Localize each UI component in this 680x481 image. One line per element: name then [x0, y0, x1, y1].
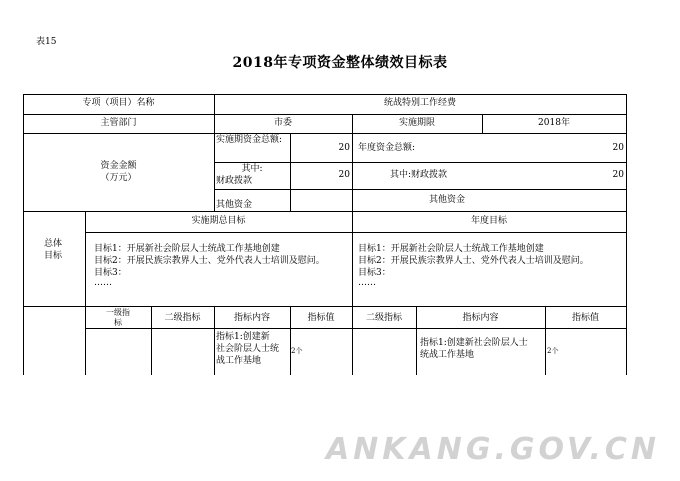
annual-goal-3: 目标3： — [358, 268, 391, 278]
fiscal-label-line1: 其中: — [241, 164, 263, 174]
project-name-value: 统战特别工作经费 — [383, 98, 456, 108]
funds-label: 资金金额 — [100, 161, 137, 171]
site-watermark: ANKANG.GOV.CN — [325, 432, 660, 467]
annual-indicator-value: 2个 — [547, 347, 559, 355]
project-name-label: 专项（项目）名称 — [82, 98, 155, 108]
annual-level2-indicator-header: 二级指标 — [365, 313, 402, 323]
period-goal-1: 目标1：开展新社会阶层人士统战工作基地创建 — [94, 244, 280, 254]
period-indicator-line-1: 指标1:创建新 — [216, 332, 270, 342]
annual-goal-ellipsis: …… — [358, 278, 376, 288]
annual-goal-1: 目标1：开展新社会阶层人士统战工作基地创建 — [358, 244, 544, 254]
page-title: 2018年专项资金整体绩效目标表 — [232, 55, 448, 71]
period-indicator-value: 2个 — [291, 347, 303, 355]
period-indicator-line-2: 社会阶层人士统 — [216, 344, 280, 354]
annual-goal-2: 目标2：开展民族宗教界人士、党外代表人士培训及慰问。 — [358, 256, 589, 266]
table-number: 表15 — [36, 37, 57, 47]
period-indicator-line-3: 战工作基地 — [216, 356, 262, 366]
annual-goal-header: 年度目标 — [470, 216, 507, 226]
period-value: 2018年 — [538, 118, 570, 128]
annual-indicator-content-header: 指标内容 — [462, 313, 499, 323]
overall-goal-text: 总体目标 — [44, 239, 63, 261]
annual-total-label: 年度资金总额: — [358, 143, 416, 153]
period-goal-2: 目标2：开展民族宗教界人士、党外代表人士培训及慰问。 — [94, 256, 325, 266]
annual-indicator-line-2: 统战工作基地 — [420, 350, 475, 360]
indicator-value-header: 指标值 — [307, 313, 335, 323]
period-goal-ellipsis: …… — [94, 278, 112, 288]
annual-indicator-line-1: 指标1:创建新社会阶层人士 — [420, 338, 528, 348]
period-goal-header: 实施期总目标 — [191, 216, 246, 226]
annual-fiscal-label: 其中:财政拨款 — [390, 170, 448, 180]
annual-indicator-value-header: 指标值 — [571, 313, 599, 323]
fiscal-value: 20 — [338, 170, 350, 180]
annual-total-value: 20 — [612, 143, 624, 153]
funds-unit: （万元） — [100, 173, 137, 183]
department-value: 市委 — [273, 118, 292, 128]
period-total-value: 20 — [338, 143, 350, 153]
level1-indicator-header — [85, 308, 151, 328]
period-goal-3: 目标3： — [94, 268, 127, 278]
indicator-content-header: 指标内容 — [233, 313, 270, 323]
department-label: 主管部门 — [100, 118, 137, 128]
annual-other-funds-label: 其他资金 — [428, 195, 465, 205]
annual-fiscal-value: 20 — [612, 170, 624, 180]
period-total-label — [216, 135, 288, 146]
period-label: 实施期限 — [398, 118, 435, 128]
other-funds-label: 其他资金 — [216, 200, 253, 210]
level1-indicator-text: 一级指标 — [106, 308, 130, 327]
period-total-text: 实施期资金总额: — [216, 135, 283, 145]
overall-goal-label — [44, 238, 62, 262]
level2-indicator-header: 二级指标 — [164, 313, 201, 323]
fiscal-label-line2: 财政拨款 — [216, 176, 253, 186]
